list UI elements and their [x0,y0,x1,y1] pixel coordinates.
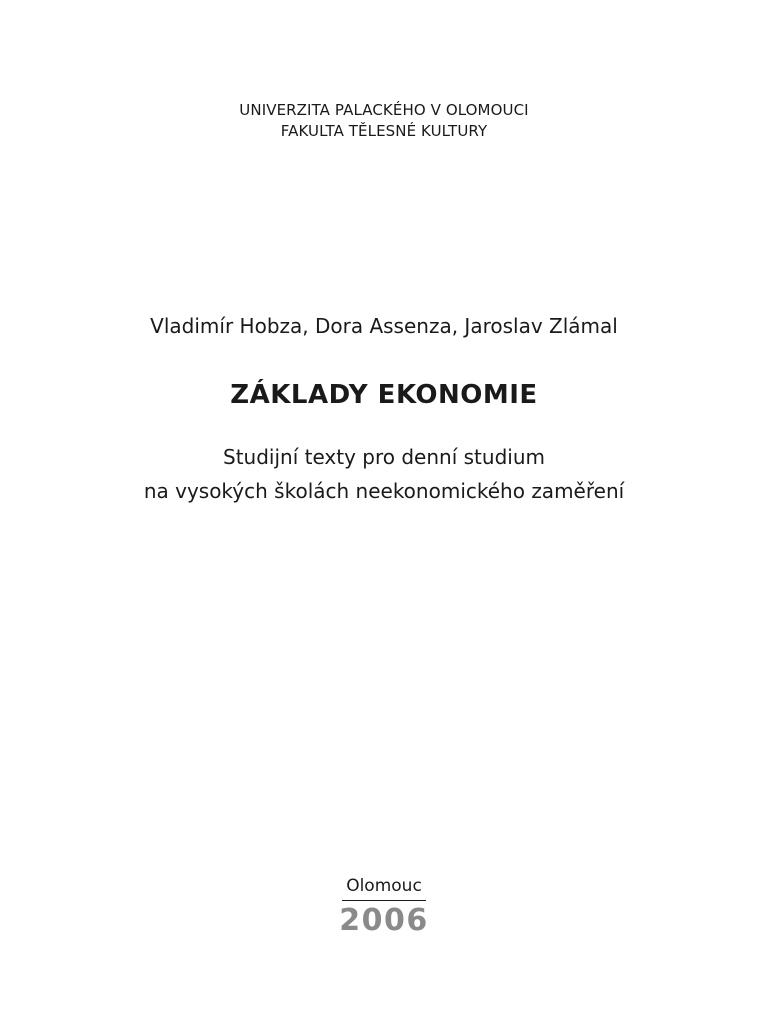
publication-city: Olomouc [342,874,426,901]
book-title: ZÁKLADY EKONOMIE [230,380,538,410]
institution-block [0,100,768,142]
imprint-block [0,874,768,939]
subtitle-block [0,440,768,508]
authors: Vladimír Hobza, Dora Assenza, Jaroslav Zlámal [150,314,618,338]
subtitle-line-1: Studijní texty pro denní studium [223,445,545,469]
publication-year: 2006 [339,903,429,938]
university-name: UNIVERZITA PALACKÉHO V OLOMOUCI [239,101,529,119]
faculty-name: FAKULTA TĚLESNÉ KULTURY [280,122,488,140]
subtitle-line-2: na vysokých školách neekonomického zaměření [143,479,625,503]
